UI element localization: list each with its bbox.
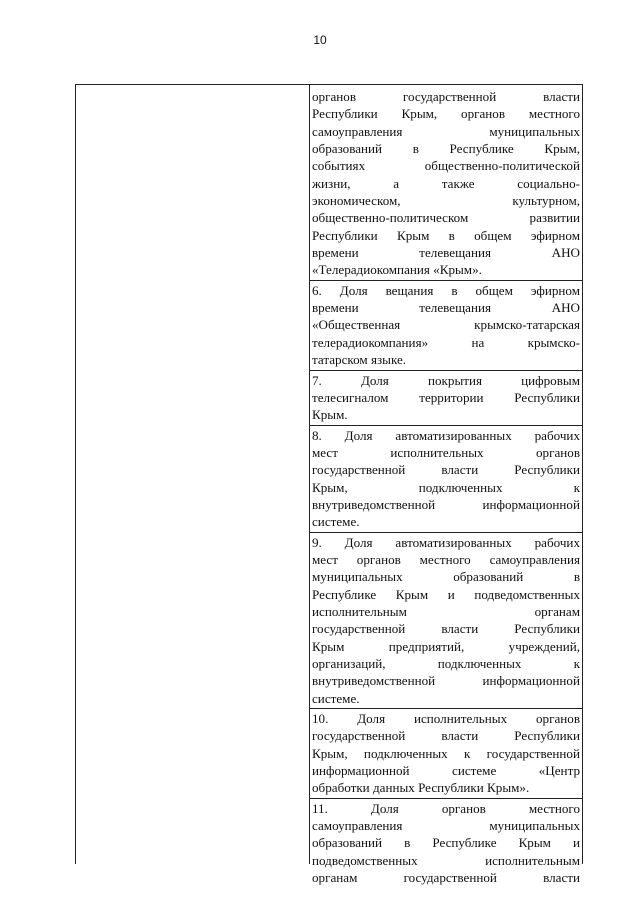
row-separator [309, 425, 583, 426]
indicator-text-line: телерадиокомпания» на крымско- [312, 334, 580, 350]
indicator-text-line: образований в Республике Крым и [312, 835, 580, 851]
indicator-text-line: государственной власти Республики [312, 621, 580, 637]
indicator-text-line: 7. Доля покрытия цифровым [312, 372, 580, 388]
indicator-text-line: Крым, подключенных к [312, 479, 580, 495]
indicator-text-line: самоуправления муниципальных [312, 123, 580, 139]
indicator-text-line: 9. Доля автоматизированных рабочих [312, 534, 580, 550]
indicator-text-line: Крым предприятий, учреждений, [312, 638, 580, 654]
indicator-text-line: организаций, подключенных к [312, 656, 580, 671]
indicator-text-line: Республики Крым, органов местного [312, 106, 580, 122]
indicator-text-line: «Телерадиокомпания «Крым». [312, 262, 482, 278]
page-number: 10 [313, 33, 327, 47]
row-separator [309, 280, 583, 281]
column-divider [309, 85, 310, 864]
indicator-item [312, 372, 580, 424]
row-separator [309, 532, 583, 533]
indicator-text-line: государственной власти Республики [312, 728, 580, 744]
indicator-text-line: подведомственных исполнительным [312, 852, 580, 868]
indicator-text-line: событиях общественно-политической [312, 158, 580, 174]
indicator-text-line: телесигналом территории Республики [312, 389, 580, 405]
indicator-table [75, 84, 583, 886]
indicator-text-line: муниципальных образований в [312, 569, 580, 585]
row-separator [309, 708, 583, 709]
indicator-text-line: 11. Доля органов местного [312, 800, 580, 816]
row-separator [309, 370, 583, 371]
indicator-text-line: органам государственной власти [312, 870, 580, 886]
indicator-text-line: информационной системе «Центр [312, 763, 580, 779]
indicator-text-line: времени телевещания АНО [312, 300, 580, 316]
indicator-item [312, 282, 580, 369]
indicator-text-line: жизни, а также социально- [312, 175, 580, 191]
indicator-text-line: обработки данных Республики Крым». [312, 780, 530, 796]
indicator-text-line: государственной власти Республики [312, 462, 580, 478]
indicator-text-line: «Общественная крымско-татарская [312, 317, 580, 333]
indicators-column [312, 88, 580, 886]
indicator-item [312, 534, 580, 707]
indicator-item [312, 710, 580, 797]
indicator-text-line: времени телевещания АНО [312, 245, 580, 261]
indicator-text-line: татарском языке. [312, 352, 407, 368]
indicator-text-line: 6. Доля вещания в общем эфирном [312, 282, 580, 298]
indicator-text-line: системе. [312, 690, 360, 706]
indicator-text-line: Крым, подключенных к государственной [312, 745, 580, 761]
indicator-text-line: мест исполнительных органов [312, 444, 580, 460]
indicator-text-line: системе. [312, 514, 360, 530]
indicator-text-line: 10. Доля исполнительных органов [312, 711, 580, 727]
indicator-text-line: общественно-политическом развитии [312, 210, 580, 226]
indicator-text-line: Крым. [312, 407, 348, 423]
indicator-text-line: самоуправления муниципальных [312, 818, 580, 834]
indicator-text-line: экономическом, культурном, [312, 193, 580, 209]
indicator-text-line: внутриведомственной информационной [312, 496, 580, 512]
indicator-text-line: органов государственной власти [312, 89, 580, 104]
indicator-text-line: образований в Республике Крым, [312, 141, 580, 157]
indicator-item [312, 88, 580, 279]
indicator-text-line: внутриведомственной информационной [312, 673, 580, 689]
indicator-text-line: мест органов местного самоуправления [312, 551, 580, 567]
row-separator [309, 798, 583, 799]
indicator-text-line: исполнительным органам [312, 603, 580, 619]
indicator-text-line: Республики Крым в общем эфирном [312, 227, 580, 243]
indicator-text-line: Республике Крым и подведомственных [312, 586, 580, 602]
indicator-item [312, 800, 580, 887]
indicator-text-line: 8. Доля автоматизированных рабочих [312, 427, 580, 443]
indicator-item [312, 427, 580, 531]
